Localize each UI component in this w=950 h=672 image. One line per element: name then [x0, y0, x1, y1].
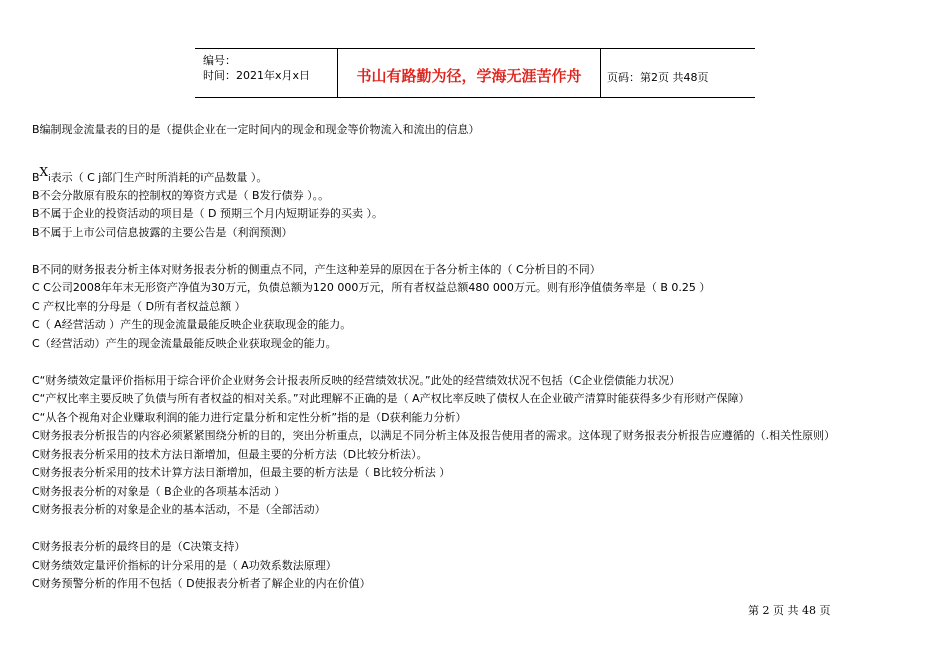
number-label: 编号： [203, 54, 236, 67]
text-line: C“财务绩效定量评价指标用于综合评价企业财务会计报表所反映的经营绩效状况。”此处的经营绩效状况不包括（C企业偿债能力状况） [32, 373, 681, 387]
text-line: C财务报表分析采用的技术计算方法日渐增加，但最主要的析方法是（ B比较分析法 ） [32, 466, 451, 479]
header-motto-cell [337, 49, 601, 97]
formula-text: 表示（ C j部门生产时所消耗的i产品数量 ）。 [50, 171, 268, 184]
text-line: B不同的财务报表分析主体对财务报表分析的侧重点不同，产生这种差异的原因在于各分析主体的（ C分析目的不同） [32, 262, 601, 276]
text-line: C财务报表分析采用的技术方法日渐增加，但最主要的分析方法（D比较分析法）。 [32, 447, 428, 461]
text-line: B不会分散原有股东的控制权的筹资方式是（ B发行债券 ）。。 [32, 188, 330, 202]
text-line: C（ A经营活动 ）产生的现金流量最能反映企业获取现金的能力。 [32, 318, 352, 331]
text-line: C 产权比率的分母是（ D所有者权益总额 ） [32, 299, 246, 313]
formula-subscript: i [48, 174, 51, 184]
text-line: C（经营活动）产生的现金流量最能反映企业获取现金的能力。 [32, 336, 337, 350]
text-line: C财务报表分析的最终目的是（C决策支持） [32, 540, 246, 553]
text-segment: 现了财务报表分析报告应遵循的（.相关性原则） [600, 429, 836, 442]
text-line: C“产权比率主要反映了负债与所有者权益的相对关系。”对此理解不正确的是（ A产权比率反映了债权人在企业破产清算时能获得多少有形财产保障） [32, 392, 750, 405]
text-line: C财务报表分析的对象是企业的基本活动，不是（全部活动） [32, 503, 326, 516]
text-line: B编制现金流量表的目的是（提供企业在一定时间内的现金和现金等价物流入和流出的信息） [32, 123, 480, 136]
text-line: C财务报表分析的对象是（ B企业的各项基本活动 ） [32, 484, 286, 498]
page-footer: 第 2 页 共 48 页 [748, 604, 831, 617]
formula-x-symbol: X [39, 165, 49, 179]
page-number-label: 页码：第2页 共48页 [607, 71, 709, 84]
text-line: C财务预警分析的作用不包括（ D使报表分析者了解企业的内在价值） [32, 577, 371, 590]
text-line: B不属于企业的投资活动的项目是（ D 预期三个月内短期证券的买卖 ）。 [32, 207, 384, 220]
text-line [32, 427, 932, 446]
text-line: B不属于上市公司信息披露的主要公告是（利润预测） [32, 225, 293, 239]
text-line: C“从各个视角对企业赚取利润的能力进行定量分析和定性分析”指的是（D获利能力分析） [32, 410, 467, 424]
motto-text: 书山有路勤为径，学海无涯苦作舟 [356, 67, 582, 85]
text-line: C财务绩效定量评价指标的计分采用的是（ A功效系数法原理） [32, 558, 337, 572]
text-line: C C公司2008年年末无形资产净值为30万元，负债总额为120 000万元，所有者权益总额480 000万元。则有形净值债务率是（ B 0.25 ） [32, 281, 711, 294]
header-left-cell [195, 49, 335, 97]
time-label: 时间：2021年x月x日 [203, 69, 311, 82]
document-body [32, 121, 932, 594]
text-line-formula [32, 165, 932, 187]
page-header [195, 48, 755, 98]
formula-prefix: B [32, 171, 40, 184]
text-segment: C财务报表分析报告的内容必须紧紧围绕分析的目的，突出分析重点，以满足不同分析主体及报告使用者的需求。这体 [32, 429, 601, 442]
